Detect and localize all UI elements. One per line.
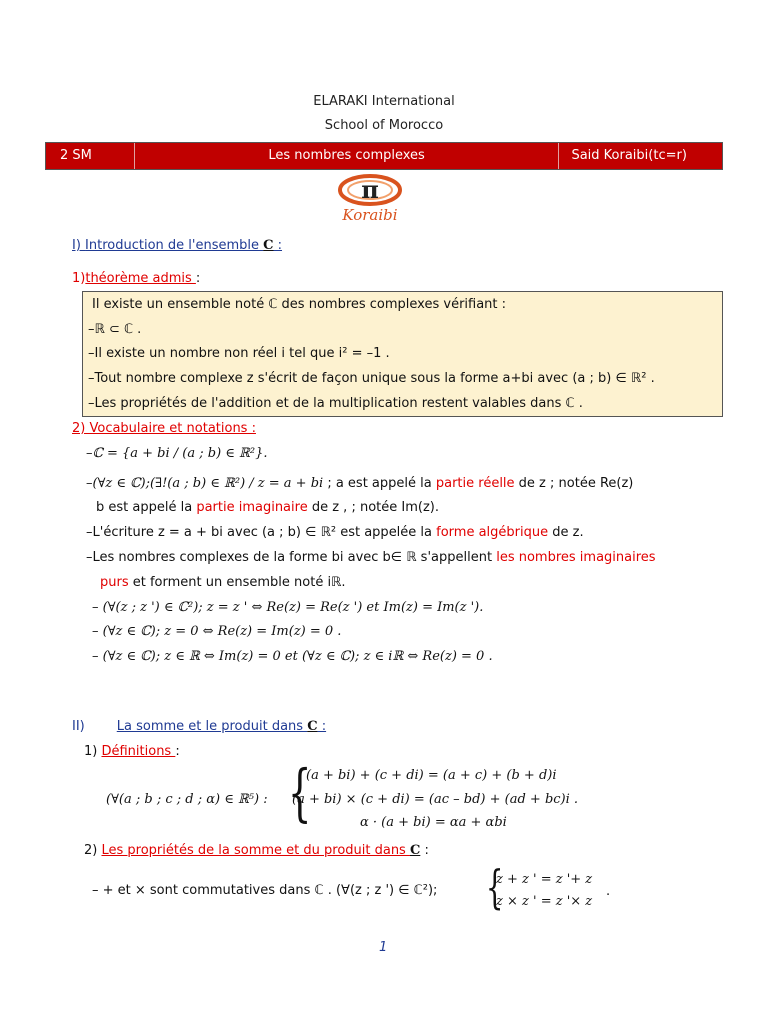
koraibi-logo: [330, 172, 410, 224]
theorem-title: 1)théorème admis :: [72, 271, 201, 286]
section1-title: I) Introduction de l'ensemble C :: [72, 238, 283, 253]
vocab-zero-rule: – (∀z ∈ ℂ); z = 0 ⇔ Re(z) = Im(z) = 0 .: [92, 624, 342, 639]
vocab-pure-imaginary: –Les nombres complexes de la forme bi avec b∈ ℝ s'appellent les nombres imaginaires: [86, 550, 656, 565]
school-name-line2: School of Morocco: [324, 118, 444, 133]
logo-pi: π: [361, 175, 379, 204]
theorem-line: –Les propriétés de l'addition et de la multiplication restent valables dans ℂ .: [88, 396, 583, 411]
commutativity-sum: z + z ' = z '+ z: [496, 872, 593, 887]
vocab-imaginary-part: b est appelé la partie imaginaire de z , ; notée Im(z).: [96, 500, 439, 515]
school-name-line1: ELARAKI International: [313, 94, 455, 109]
definition-quantifier: (∀(a ; b ; c ; d ; α) ∈ ℝ⁵) :: [106, 792, 268, 807]
commutativity-brace: {: [485, 860, 504, 914]
page-number: 1: [379, 940, 388, 955]
definition-product: (a + bi) × (c + di) = (ac – bd) + (ad + bc)i .: [292, 792, 579, 807]
document-title: Les nombres complexes: [135, 143, 560, 169]
vocab-equality-rule: – (∀(z ; z ') ∈ ℂ²); z = z ' ⇔ Re(z) = Re(z ') et Im(z) = Im(z ').: [92, 600, 484, 615]
vocab-real-imag-rule: – (∀z ∈ ℂ); z ∈ ℝ ⇔ Im(z) = 0 et (∀z ∈ ℂ); z ∈ iℝ ⇔ Re(z) = 0 .: [92, 649, 493, 664]
level-label: 2 SM: [46, 143, 135, 169]
properties-title: 2) Les propriétés de la somme et du produit dans C :: [84, 843, 429, 858]
theorem-line: –Il existe un nombre non réel i tel que i² = –1 .: [88, 346, 390, 361]
header-bar: [45, 142, 723, 170]
vocab-set-definition: –ℂ = {a + bi / (a ; b) ∈ ℝ²}.: [86, 446, 268, 461]
commutativity-product: z × z ' = z '× z: [496, 894, 593, 909]
theorem-line: –ℝ ⊂ ℂ .: [88, 322, 142, 337]
definition-scalar: α · (a + bi) = αa + αbi: [360, 815, 507, 830]
section2-title: II) La somme et le produit dans C :: [72, 719, 327, 734]
definitions-title: 1) Définitions :: [84, 744, 180, 759]
vocab-real-part: –(∀z ∈ ℂ);(∃!(a ; b) ∈ ℝ²) / z = a + bi ; a est appelé la partie réelle de z ; notée Re(z): [86, 476, 634, 491]
logo-text: Koraibi: [342, 206, 398, 224]
author-label: Said Koraibi(tc=r): [571, 148, 687, 163]
vocabulary-title: 2) Vocabulaire et notations :: [72, 421, 256, 436]
definition-sum: (a + bi) + (c + di) = (a + c) + (b + d)i: [306, 768, 557, 783]
definition-brace: {: [287, 756, 312, 829]
theorem-line: Il existe un ensemble noté ℂ des nombres complexes vérifiant :: [92, 297, 507, 312]
logo-graphic: [330, 172, 410, 224]
commutativity-statement: – + et × sont commutatives dans ℂ . (∀(z ; z ') ∈ ℂ²);: [92, 883, 438, 898]
vocab-algebraic-form: –L'écriture z = a + bi avec (a ; b) ∈ ℝ² est appelée la forme algébrique de z.: [86, 525, 584, 540]
vocab-pure-imaginary-cont: purs et forment un ensemble noté iℝ.: [100, 575, 346, 590]
theorem-line: –Tout nombre complexe z s'écrit de façon unique sous la forme a+bi avec (a ; b) ∈ ℝ² .: [88, 371, 655, 386]
commutativity-period: .: [606, 884, 611, 899]
